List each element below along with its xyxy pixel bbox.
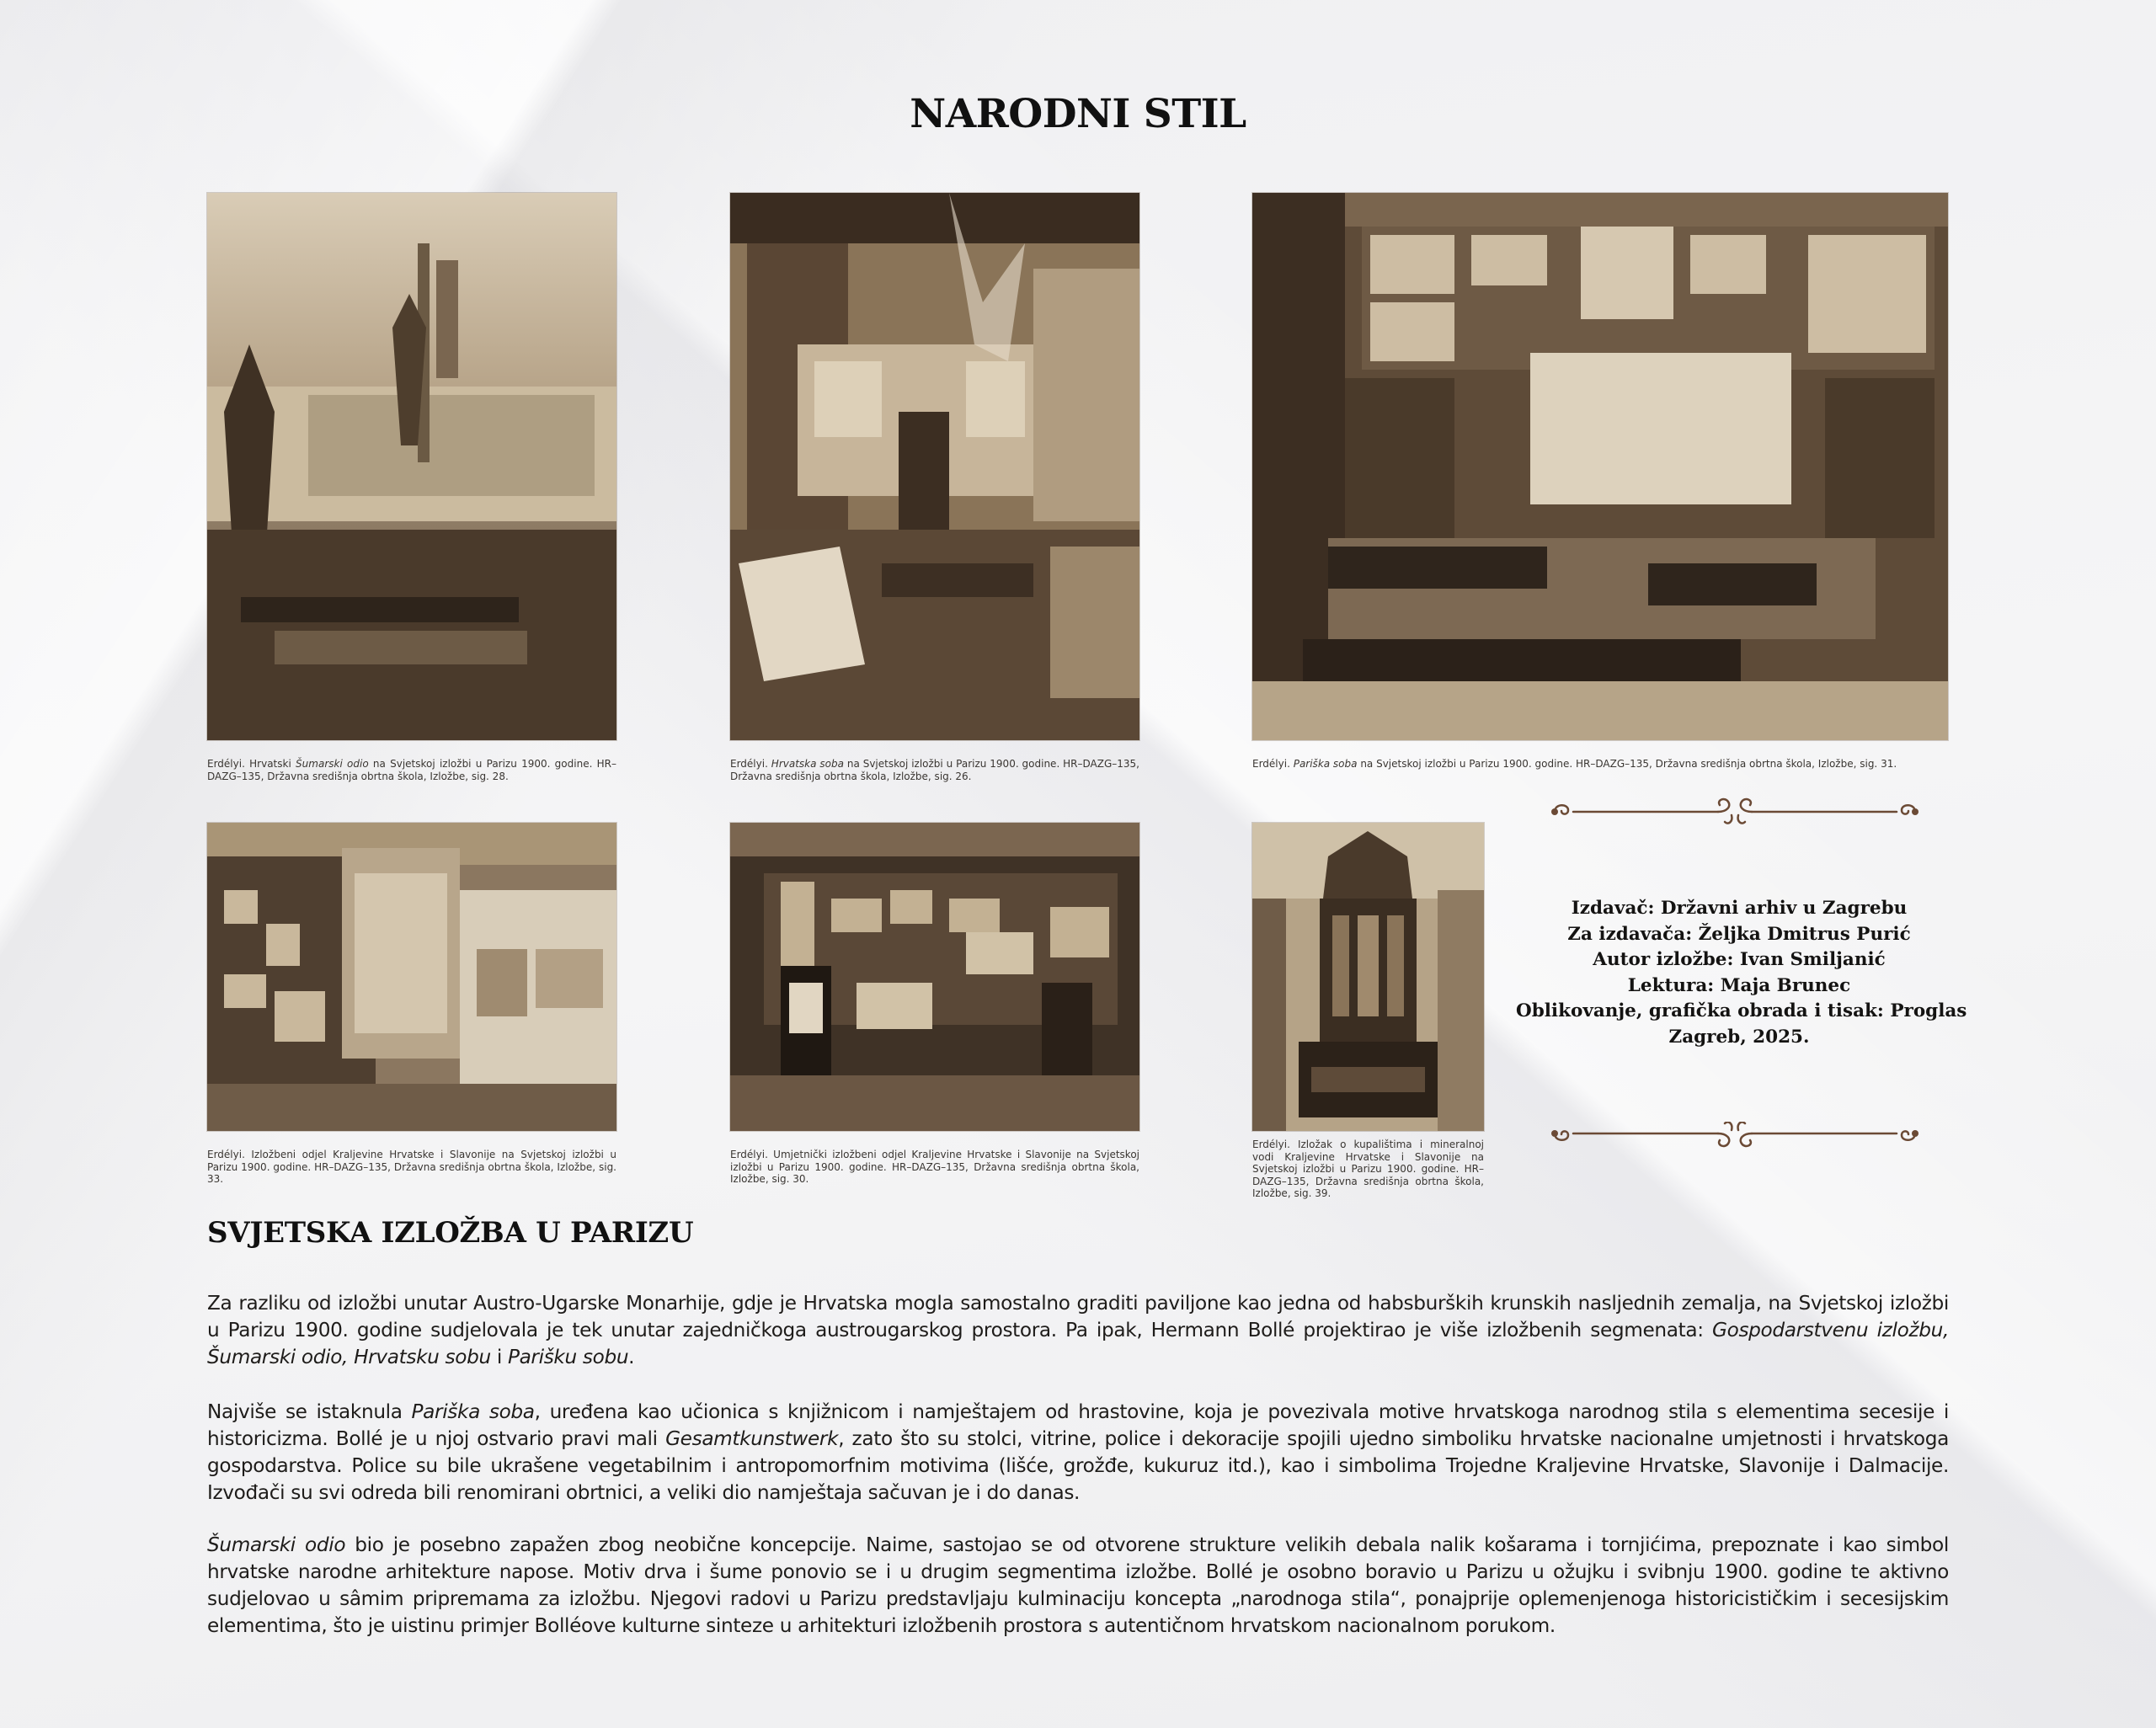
photo-hrvatska-soba [730,193,1139,740]
photo-sumarski-odio [207,193,616,740]
credit-for-publisher: Za izdavača: Željka Dmitrus Purić [1567,923,1911,945]
credit-proofreading: Lektura: Maja Brunec [1627,974,1851,996]
ornament-divider-bottom-icon [1550,1122,1920,1155]
credit-place-year: Zagreb, 2025. [1668,1026,1810,1048]
photo-pariska-soba [1252,193,1948,740]
credits-block [1516,896,1967,1050]
section-heading: SVJETSKA IZLOŽBA U PARIZU [207,1216,694,1250]
credit-publisher: Izdavač: Državni arhiv u Zagrebu [1571,898,1908,919]
photo-kupalista [1252,823,1484,1131]
caption-photo-1: Erdélyi. Hrvatski Šumarski odio na Svjetskoj izložbi u Parizu 1900. godine. HR–DAZG–135, Državna središnja obrtna škola, Izložbe, sig. 28. [207,758,617,782]
paragraph-3: Šumarski odio bio je posebno zapažen zbog neobične koncepcije. Naime, sastojao se od otvorene strukture velikih debala nalik košarama i tornjićima, prepoznate i kao simbol hrvatske narodne arhitekture napose. Motiv drva i šume ponovio se i u drugim segmentima izložbe. Bollé je osobno boravio u Parizu u ožujku i svibnju 1900. godine te aktivno sudjelovao u sâmim pripremama za izložbu. Njegovi radovi u Parizu predstavljaju kulminaciju koncepta „narodnoga stila“, ponajprije oplemenjenoga historicističkim i secesijskim elementima, što je uistinu primjer Bolléove kulturne sinteze u arhitekturi izložbenih prostora s autentičnom hrvatskom nacionalnom porukom. [207,1533,1949,1637]
credit-author: Autor izložbe: Ivan Smiljanić [1593,949,1886,970]
caption-photo-4: Erdélyi. Izložbeni odjel Kraljevine Hrvatske i Slavonije na Svjetskoj izložbi u Parizu 1900. godine. HR–DAZG–135, Državna središnja obrtna škola, Izložbe, sig. 33. [207,1149,616,1185]
credit-design: Oblikovanje, grafička obrada i tisak: Proglas [1516,1000,1967,1021]
paragraph-1: Za razliku od izložbi unutar Austro-Ugarske Monarhije, gdje je Hrvatska mogla samostalno graditi paviljone kao jedna od habsburških krunskih nasljednih zemalja, na Svjetskoj izložbi u Parizu 1900. godine sudjelovala je tek unutar zajedničkoga austrougarskog prostora. Pa ipak, Hermann Bollé projektirao je više izložbenih segmenata: Gospodarstvenu izložbu, Šumarski odio, Hrvatsku sobu i Parišku sobu. [207,1292,1949,1368]
photo-izlozbeni-odjel [207,823,616,1131]
caption-photo-6: Erdélyi. Izložak o kupalištima i mineralnoj vodi Kraljevine Hrvatske i Slavonije na Svjetskoj izložbi u Parizu 1900. godine. HR–DAZG–135, Državna središnja obrtna škola, Izložbe, sig. 39. [1252,1139,1484,1199]
paragraph-2: Najviše se istaknula Pariška soba, uređena kao učionica s knjižnicom i namještajem od hrastovine, koja je povezivala motive hrvatskoga narodnog stila s elementima secesije i historicizma. Bollé je u njoj ostvario pravi mali Gesamtkunstwerk, zato što su stolci, vitrine, police i dekoracije spojili ujedno simboliku hrvatske nacionalne umjetnosti i hrvatskoga gospodarstva. Police su bile ukrašene vegetabilnim i antropomorfnim motivima (lišće, grožđe, kukuruz itd.), kao i simbolima Trojedne Kraljevine Hrvatske, Slavonije i Dalmacije. Izvođači su svi odreda bili renomirani obrtnici, a veliki dio namještaja sačuvan je i do danas. [207,1400,1949,1504]
caption-photo-2: Erdélyi. Hrvatska soba na Svjetskoj izložbi u Parizu 1900. godine. HR–DAZG–135, Državna središnja obrtna škola, Izložbe, sig. 26. [730,758,1139,782]
caption-photo-3: Erdélyi. Pariška soba na Svjetskoj izložbi u Parizu 1900. godine. HR–DAZG–135, Državna središnja obrtna škola, Izložbe, sig. 31. [1252,758,1897,770]
ornament-divider-top-icon [1550,795,1920,829]
caption-photo-5: Erdélyi. Umjetnički izložbeni odjel Kraljevine Hrvatske i Slavonije na Svjetskoj izložbi u Parizu 1900. godine. HR–DAZG–135, Državna središnja obrtna škola, Izložbe, sig. 30. [730,1149,1139,1185]
photo-umjetnicki-odjel [730,823,1139,1131]
page-title: NARODNI STIL [910,91,1246,137]
